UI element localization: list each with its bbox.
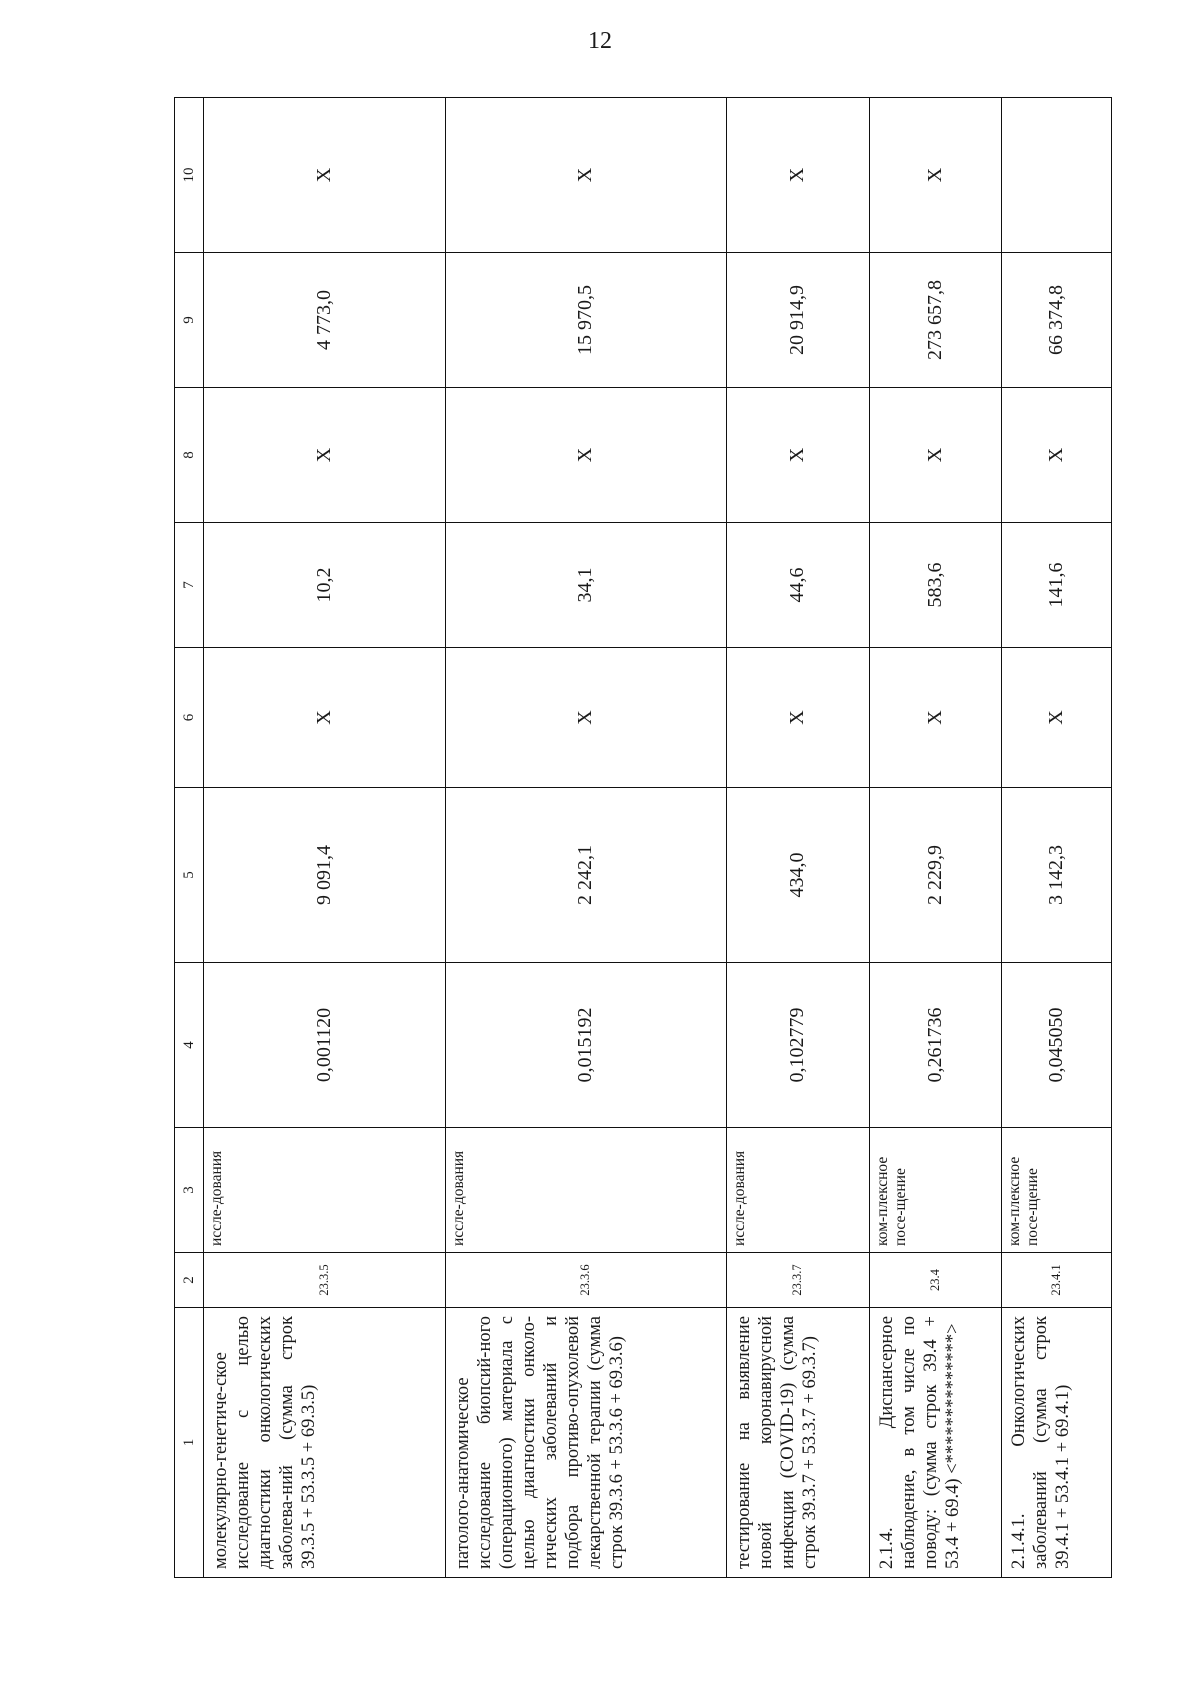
- cell-col9: 15 970,5: [446, 253, 726, 388]
- cell-col6: X: [869, 648, 1001, 788]
- table-row: [204, 98, 446, 1578]
- cell-col7: 583,6: [869, 523, 1001, 648]
- cell-col4: 0,015192: [446, 963, 726, 1128]
- column-header: 7: [175, 523, 204, 648]
- row-code: 23.4: [869, 1253, 1001, 1308]
- cell-col10: X: [869, 98, 1001, 253]
- cell-col4: 0,045050: [1001, 963, 1111, 1128]
- column-header: 3: [175, 1128, 204, 1253]
- row-name: патолого-анатомическое исследование биопсий-ного (операционного) материала с целью диагностики онколо-гических заболеваний и подбора противо-опухолевой лекарственной терапии (сумма строк 39.3.6 + 53.3.6 + 69.3.6): [446, 1308, 726, 1578]
- cell-col4: 0,261736: [869, 963, 1001, 1128]
- cell-col10: X: [204, 98, 446, 253]
- row-unit: иссле-дования: [204, 1128, 446, 1253]
- cell-col7: 44,6: [726, 523, 869, 648]
- cell-col5: 3 142,3: [1001, 788, 1111, 963]
- row-unit: ком-плексное посе-щение: [869, 1128, 1001, 1253]
- cell-col7: 34,1: [446, 523, 726, 648]
- column-header: 9: [175, 253, 204, 388]
- header-row: [175, 98, 204, 1578]
- column-header: 2: [175, 1253, 204, 1308]
- cell-col9: 20 914,9: [726, 253, 869, 388]
- row-unit: иссле-дования: [446, 1128, 726, 1253]
- row-code: 23.3.7: [726, 1253, 869, 1308]
- cell-col4: 0,102779: [726, 963, 869, 1128]
- table-row: [1001, 98, 1111, 1578]
- column-header: 1: [175, 1308, 204, 1578]
- column-header: 8: [175, 388, 204, 523]
- cell-col5: 9 091,4: [204, 788, 446, 963]
- cell-col7: 141,6: [1001, 523, 1111, 648]
- cell-col9: 273 657,8: [869, 253, 1001, 388]
- row-name: молекулярно-генетиче-ское исследование с целью диагностики онкологических заболева-ний (сумма строк 39.3.5 + 53.3.5 + 69.3.5): [204, 1308, 446, 1578]
- rotated-table-wrapper: [174, 98, 1112, 1578]
- row-name: тестирование на выявление новой коронавирусной инфекции (COVID-19) (сумма строк 39.3.7 + 53.3.7 + 69.3.7): [726, 1308, 869, 1578]
- column-header: 5: [175, 788, 204, 963]
- cell-col6: X: [446, 648, 726, 788]
- row-unit: ком-плексное посе-щение: [1001, 1128, 1111, 1253]
- row-code: 23.3.6: [446, 1253, 726, 1308]
- row-code: 23.4.1: [1001, 1253, 1111, 1308]
- page-number: 12: [588, 28, 612, 54]
- cell-col9: 66 374,8: [1001, 253, 1111, 388]
- cell-col7: 10,2: [204, 523, 446, 648]
- column-header: 4: [175, 963, 204, 1128]
- cell-col8: X: [726, 388, 869, 523]
- cell-col10: [1001, 98, 1111, 253]
- row-name: 2.1.4.1. Онкологических заболеваний (сумма строк 39.4.1 + 53.4.1 + 69.4.1): [1001, 1308, 1111, 1578]
- cell-col5: 434,0: [726, 788, 869, 963]
- row-unit: иссле-дования: [726, 1128, 869, 1253]
- table-row: [726, 98, 869, 1578]
- cell-col8: X: [869, 388, 1001, 523]
- cell-col8: X: [446, 388, 726, 523]
- cell-col10: X: [446, 98, 726, 253]
- cell-col9: 4 773,0: [204, 253, 446, 388]
- row-name: 2.1.4. Диспансерное наблюдение, в том числе по поводу: (сумма строк 39.4 + 53.4 + 69.4) <**************>: [869, 1308, 1001, 1578]
- cell-col4: 0,001120: [204, 963, 446, 1128]
- cell-col6: X: [726, 648, 869, 788]
- table-row: [869, 98, 1001, 1578]
- cell-col5: 2 242,1: [446, 788, 726, 963]
- cell-col8: X: [204, 388, 446, 523]
- cell-col6: X: [204, 648, 446, 788]
- table-row: [446, 98, 726, 1578]
- data-table: [174, 97, 1112, 1578]
- row-code: 23.3.5: [204, 1253, 446, 1308]
- cell-col10: X: [726, 98, 869, 253]
- column-header: 6: [175, 648, 204, 788]
- cell-col5: 2 229,9: [869, 788, 1001, 963]
- cell-col8: X: [1001, 388, 1111, 523]
- column-header: 10: [175, 98, 204, 253]
- cell-col6: X: [1001, 648, 1111, 788]
